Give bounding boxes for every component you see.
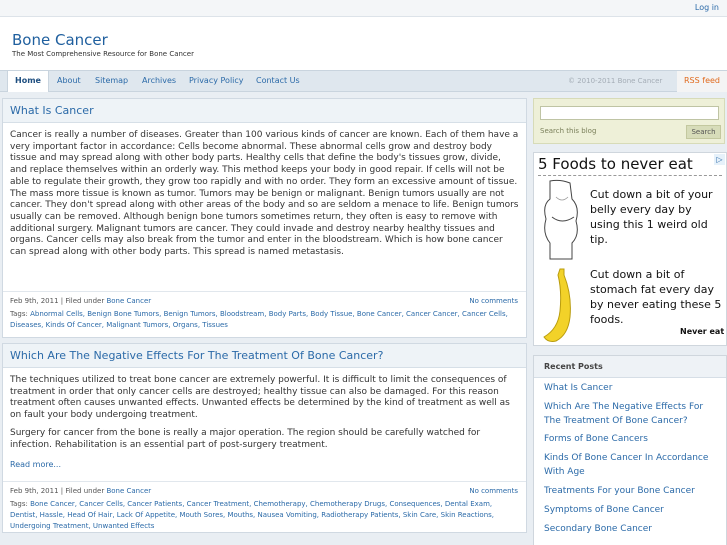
site-header bbox=[0, 17, 727, 70]
nav-contact-us[interactable]: Contact Us bbox=[256, 76, 300, 85]
post-paragraph: Cancer is really a number of diseases. Greater than 100 various kinds of cancer are known. Each of them have a very important factor in accordance: Cells become abnormal. These abnormal cells grow and destroy body tissue and may spread along with other body parts. Healthy cells that define the body's tissues grow, divide, and replace themselves within an orderly way. This method keeps your body in good repair. If cells will not be able to regulate their growth, they grow too rapidly and with no order. They form an excessive amount of tissue. The mass more tissue is known as tumor. Tumors may be benign or malignant. Benign tumors usually are not cancer. They don't spread along with other areas of the body and so are seldom a menace to life. Benign tumors usually can be removed. Although benign bone tumors sometimes return, they often is easy to remove with additional surgery. Malignant tumors are cancer. They could invade and destroy nearby healthy tissues and organs. Cancer cells may also break from the tumor and enter in the bloodstream. Which is how bone cancer can spread along with other body parts. This spread is named metastasis. bbox=[10, 130, 519, 258]
ad-tip-text[interactable]: Cut down a bit of stomach fat every day by never eating these 5 foods. bbox=[590, 268, 722, 326]
search-caption: Search this blog bbox=[540, 127, 597, 135]
post-tags: Tags: Bone Cancer, Cancer Cells, Cancer Patients, Cancer Treatment, Chemotherapy, Chemotherapy Drugs, Consequences, Dental Exam, Dentist, Hassle, Head Of Hair, Lack Of Appetite, Mouth Sores, Mouths, Nausea Vomiting, Radiotherapy Patients, Skin Care, Skin Reactions, Undergoing Treatment, Unwanted Effects bbox=[10, 500, 495, 530]
top-bar bbox=[0, 0, 727, 17]
site-description: The Most Comprehensive Resource for Bone Cancer bbox=[12, 50, 194, 58]
post bbox=[2, 98, 527, 338]
tag-links[interactable]: Abnormal Cells, Benign Bone Tumors, Benign Tumors, Bloodstream, Body Parts, Body Tissue, Bone Cancer, Cancer Cancer, Cancer Cells, Diseases, Kinds Of Cancer, Malignant Tumors, Organs, Tissues bbox=[10, 310, 508, 329]
ad-choices-icon[interactable]: ▷ bbox=[714, 154, 725, 165]
nav-privacy-policy[interactable]: Privacy Policy bbox=[189, 76, 244, 85]
post-date-category: Feb 9th, 2011 | Filed under Bone Cancer bbox=[10, 487, 152, 495]
ad-tip-text[interactable]: Cut down a bit of your belly every day by using this 1 weird old tip. bbox=[590, 188, 713, 246]
recent-posts-heading-bar bbox=[534, 356, 726, 378]
site-title[interactable]: Bone Cancer bbox=[12, 31, 108, 49]
body-silhouette-icon bbox=[536, 177, 588, 263]
recent-post-link[interactable]: Which Are The Negative Effects For The Treatment Of Bone Cancer? bbox=[544, 402, 704, 426]
search-button[interactable]: Search bbox=[686, 125, 721, 139]
recent-post-link[interactable]: Forms of Bone Cancers bbox=[544, 434, 648, 444]
post-title-bar: Which Are The Negative Effects For The Treatment Of Bone Cancer? bbox=[3, 344, 526, 368]
search-input[interactable] bbox=[540, 106, 719, 120]
comments-link[interactable]: No comments bbox=[469, 297, 518, 305]
comments-link[interactable]: No comments bbox=[469, 487, 518, 495]
category-link[interactable]: Bone Cancer bbox=[106, 487, 152, 495]
banana-icon bbox=[538, 265, 582, 343]
ad-brand[interactable]: Never eat bbox=[680, 327, 725, 336]
recent-post-link[interactable]: Treatments For your Bone Cancer bbox=[544, 486, 695, 496]
post-paragraph: Surgery for cancer from the bone is really a major operation. The region should be carefully watched for infection. Rehabilitation is an essential part of post-surgery treatment. bbox=[10, 428, 481, 450]
recent-posts-widget bbox=[533, 355, 727, 545]
category-link[interactable]: Bone Cancer bbox=[106, 297, 152, 305]
nav-about[interactable]: About bbox=[57, 76, 81, 85]
post-meta bbox=[3, 291, 526, 337]
main-nav bbox=[0, 70, 727, 92]
recent-post-link[interactable]: What Is Cancer bbox=[544, 383, 613, 393]
post-tags: Tags: Abnormal Cells, Benign Bone Tumors, Benign Tumors, Bloodstream, Body Parts, Body Tissue, Bone Cancer, Cancer Cancer, Cancer Cells, Diseases, Kinds Of Cancer, Malignant Tumors, Organs, Tissues bbox=[10, 310, 508, 329]
advertisement[interactable] bbox=[533, 152, 727, 346]
ad-divider bbox=[538, 175, 722, 176]
nav-home[interactable]: Home bbox=[7, 71, 49, 92]
post bbox=[2, 343, 527, 533]
recent-post-link[interactable]: Kinds Of Bone Cancer In Accordance With Age bbox=[544, 453, 709, 477]
post-paragraph: The techniques utilized to treat bone cancer are extremely powerful. It is difficult to limit the consequences of treatment in order that only cancer cells are destroyed; healthy tissue can also be damaged. For this reason treatment often causes unwanted effects. Unwanted effects be determined by the kind of treatment as well as on fault your body undergoing treatment. bbox=[10, 375, 510, 421]
ad-title[interactable]: 5 Foods to never eat bbox=[538, 155, 693, 173]
post-title-bar: What Is Cancer bbox=[3, 99, 526, 123]
recent-posts-heading: Recent Posts bbox=[544, 362, 603, 371]
login-link[interactable]: Log in bbox=[694, 3, 719, 12]
read-more-link[interactable]: Read more... bbox=[10, 460, 61, 469]
rss-feed-link[interactable]: RSS feed bbox=[677, 71, 727, 92]
recent-post-link[interactable]: Secondary Bone Cancer bbox=[544, 524, 652, 534]
tag-links[interactable]: Bone Cancer, Cancer Cells, Cancer Patients, Cancer Treatment, Chemotherapy, Chemotherapy Drugs, Consequences, Dental Exam, Dentist, Hassle, Head Of Hair, Lack Of Appetite, Mouth Sores, Mouths, Nausea Vomiting, Radiotherapy Patients, Skin Care, Skin Reactions, Undergoing Treatment, Unwanted Effects bbox=[10, 500, 495, 530]
post-meta bbox=[3, 481, 526, 532]
copyright-text: © 2010-2011 Bone Cancer bbox=[568, 77, 663, 85]
post-date-category: Feb 9th, 2011 | Filed under Bone Cancer bbox=[10, 297, 152, 305]
recent-post-link[interactable]: Symptoms of Bone Cancer bbox=[544, 505, 664, 515]
nav-sitemap[interactable]: Sitemap bbox=[95, 76, 129, 85]
nav-archives[interactable]: Archives bbox=[142, 76, 177, 85]
